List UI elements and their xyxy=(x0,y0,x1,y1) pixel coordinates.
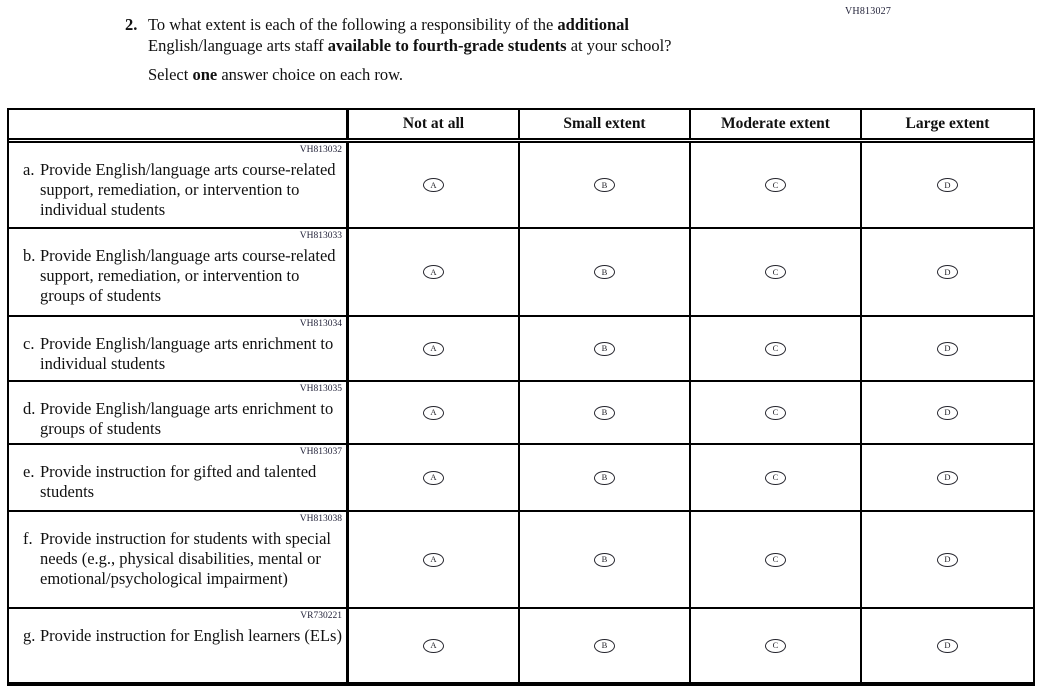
radio-bubble-c[interactable]: C xyxy=(765,639,786,653)
question-instruction xyxy=(148,64,403,85)
radio-bubble-c[interactable]: C xyxy=(765,178,786,192)
answer-cell-moderate-extent xyxy=(691,445,862,510)
answer-cell-moderate-extent xyxy=(691,609,862,682)
radio-bubble-b[interactable]: B xyxy=(594,553,615,567)
column-header-large-extent: Large extent xyxy=(905,115,990,132)
radio-bubble-d[interactable]: D xyxy=(937,265,958,279)
row-label: Provide English/language arts course-related support, remediation, or intervention to groups of students xyxy=(40,246,336,305)
column-header-moderate-extent: Moderate extent xyxy=(691,110,862,138)
column-header-not-at-all: Not at all xyxy=(349,110,520,138)
row-label: Provide English/language arts enrichment to individual students xyxy=(40,334,334,373)
answer-cell-small-extent xyxy=(520,512,691,607)
instruction-part: answer choice on each row. xyxy=(217,65,404,84)
question-text-part: at your school? xyxy=(566,36,672,55)
radio-bubble-a[interactable]: A xyxy=(423,178,444,192)
row-letter: b. xyxy=(23,246,36,265)
radio-bubble-a[interactable]: A xyxy=(423,406,444,420)
radio-bubble-d[interactable]: D xyxy=(937,639,958,653)
answer-cell-not-at-all xyxy=(349,512,520,607)
answer-cell-not-at-all xyxy=(349,317,520,380)
radio-bubble-d[interactable]: D xyxy=(937,178,958,192)
answer-cell-not-at-all xyxy=(349,445,520,510)
radio-bubble-a[interactable]: A xyxy=(423,553,444,567)
radio-bubble-b[interactable]: B xyxy=(594,342,615,356)
answer-cell-large-extent xyxy=(862,143,1033,227)
radio-bubble-b[interactable]: B xyxy=(594,178,615,192)
answer-cell-moderate-extent xyxy=(691,382,862,443)
row-label-cell xyxy=(9,512,349,607)
radio-bubble-b[interactable]: B xyxy=(594,639,615,653)
row-label-cell xyxy=(9,317,349,380)
radio-bubble-b[interactable]: B xyxy=(594,471,615,485)
instruction-part: Select xyxy=(148,65,193,84)
table-row xyxy=(9,229,1033,317)
response-matrix-table xyxy=(7,108,1035,686)
column-header-small-extent: Small extent xyxy=(520,110,691,138)
radio-bubble-d[interactable]: D xyxy=(937,553,958,567)
answer-cell-not-at-all xyxy=(349,229,520,315)
row-letter: g. xyxy=(23,626,36,645)
answer-cell-large-extent xyxy=(862,317,1033,380)
radio-bubble-a[interactable]: A xyxy=(423,471,444,485)
item-code: VH813033 xyxy=(299,231,342,241)
table-row xyxy=(9,143,1033,229)
row-letter: c. xyxy=(23,334,35,353)
answer-cell-moderate-extent xyxy=(691,317,862,380)
question-text-bold: additional xyxy=(557,15,629,34)
question-text-bold: available to fourth-grade students xyxy=(327,36,567,55)
row-letter: d. xyxy=(23,399,36,418)
answer-cell-large-extent xyxy=(862,382,1033,443)
radio-bubble-d[interactable]: D xyxy=(937,471,958,485)
answer-cell-moderate-extent xyxy=(691,143,862,227)
radio-bubble-b[interactable]: B xyxy=(594,265,615,279)
radio-bubble-d[interactable]: D xyxy=(937,406,958,420)
answer-cell-not-at-all xyxy=(349,143,520,227)
answer-cell-small-extent xyxy=(520,317,691,380)
question-text-part: To what extent is each of the following a responsibility of the xyxy=(148,15,558,34)
row-label: Provide instruction for students with special needs (e.g., physical disabilities, mental or emotional/psychological impairment) xyxy=(40,529,331,588)
answer-cell-not-at-all xyxy=(349,609,520,682)
question-number: 2. xyxy=(125,15,138,34)
form-code: VH813027 xyxy=(845,6,892,17)
radio-bubble-c[interactable]: C xyxy=(765,406,786,420)
header-empty-cell xyxy=(9,110,349,138)
radio-bubble-b[interactable]: B xyxy=(594,406,615,420)
item-code: VH813032 xyxy=(299,145,342,155)
row-label-cell xyxy=(9,609,349,682)
answer-cell-moderate-extent xyxy=(691,229,862,315)
row-letter: f. xyxy=(23,529,33,548)
table-row xyxy=(9,445,1033,512)
row-label-cell xyxy=(9,445,349,510)
answer-cell-large-extent xyxy=(862,229,1033,315)
row-letter: a. xyxy=(23,160,35,179)
answer-cell-small-extent xyxy=(520,445,691,510)
item-code: VH813037 xyxy=(299,447,342,457)
radio-bubble-c[interactable]: C xyxy=(765,342,786,356)
item-code: VH813034 xyxy=(299,319,342,329)
answer-cell-small-extent xyxy=(520,143,691,227)
radio-bubble-a[interactable]: A xyxy=(423,265,444,279)
radio-bubble-a[interactable]: A xyxy=(423,639,444,653)
table-row xyxy=(9,317,1033,382)
answer-cell-small-extent xyxy=(520,382,691,443)
row-label: Provide English/language arts enrichment to groups of students xyxy=(40,399,334,438)
answer-cell-not-at-all xyxy=(349,382,520,443)
radio-bubble-c[interactable]: C xyxy=(765,265,786,279)
row-letter: e. xyxy=(23,462,35,481)
item-code: VH813035 xyxy=(299,384,342,394)
table-row xyxy=(9,512,1033,609)
radio-bubble-d[interactable]: D xyxy=(937,342,958,356)
item-code: VR730221 xyxy=(300,611,342,621)
question-text-part: English/language arts staff xyxy=(148,36,328,55)
question-block xyxy=(125,14,705,85)
row-label: Provide instruction for English learners (ELs) xyxy=(40,626,342,645)
row-label-cell xyxy=(9,229,349,315)
table-row xyxy=(9,609,1033,682)
row-label: Provide English/language arts course-related support, remediation, or intervention to individual students xyxy=(40,160,336,219)
answer-cell-small-extent xyxy=(520,609,691,682)
answer-cell-large-extent xyxy=(862,512,1033,607)
item-code: VH813038 xyxy=(299,514,342,524)
instruction-bold: one xyxy=(192,65,218,84)
radio-bubble-a[interactable]: A xyxy=(423,342,444,356)
answer-cell-small-extent xyxy=(520,229,691,315)
row-label: Provide instruction for gifted and talented students xyxy=(40,462,317,501)
answer-cell-large-extent xyxy=(862,609,1033,682)
radio-bubble-c[interactable]: C xyxy=(765,471,786,485)
answer-cell-large-extent xyxy=(862,445,1033,510)
row-label-cell xyxy=(9,382,349,443)
question-text xyxy=(148,14,704,56)
row-label-cell xyxy=(9,143,349,227)
radio-bubble-c[interactable]: C xyxy=(765,553,786,567)
answer-cell-moderate-extent xyxy=(691,512,862,607)
table-row xyxy=(9,382,1033,445)
table-header-row xyxy=(9,110,1033,143)
